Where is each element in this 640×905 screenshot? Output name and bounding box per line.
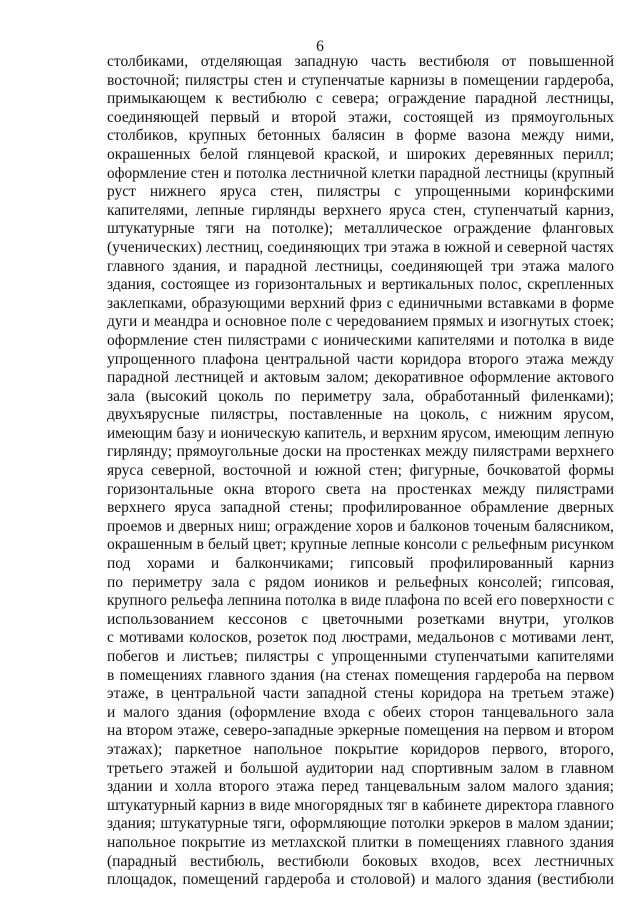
text-line: восточной; пилястры стен и ступенчатые карнизы в помещении гардероба, [107,71,614,89]
text-line: проемов и дверных ниш; ограждение хоров и балконов точеным балясником, [107,517,614,535]
text-line: парадной лестницей и актовым залом; декоративное оформление актового [107,369,614,387]
text-line: упрощенного плафона центральной части коридора второго этажа между [107,350,614,368]
text-line: руст нижнего яруса стен, пилястры с упрощенными коринфскими [107,183,614,201]
text-line: окрашенных белой глянцевой краской, и широких деревянных перилл; [107,145,614,163]
text-line: столбиками, отделяющая западную часть вестибюля от повышенной [107,53,614,70]
text-line: горизонтальные окна второго света на простенках между пилястрами [107,480,614,498]
text-line: зала (высокий цоколь по периметру зала, обработанный филенками); [107,387,614,405]
text-line: двухъярусные пилястры, поставленные на цоколь, с нижним ярусом, [107,406,614,424]
text-line: здания, состоящее из горизонтальных и вертикальных полос, скрепленных [107,276,614,294]
body-text [107,53,614,890]
text-line: штукатурный карниз в виде многорядных тяг в кабинете директора главного [107,796,614,814]
text-line: под хорами и балкончиками; гипсовый профилированный карниз [107,555,614,573]
text-line: примыкающем к вестибюлю с севера; ограждение парадной лестницы, [107,90,614,108]
text-line: использованием кессонов с цветочными розетками внутри, уголков [107,610,614,628]
text-line: на втором этаже, северо-западные эркерные помещения на первом и втором [107,722,614,740]
text-line: по периметру зала с рядом иоников и рельефных консолей; гипсовая, [107,573,614,591]
text-line: оформление стен пилястрами с ионическими капителями и потолка в виде [107,331,614,349]
text-line: и малого здания (оформление входа с обеих сторон танцевального зала [107,703,614,721]
text-line: окрашенным в белый цвет; крупные лепные консоли с рельефным рисунком [107,536,614,554]
text-line: площадок, помещений гардероба и столовой) и малого здания (вестибюли [107,871,614,889]
text-line: столбиков, крупных бетонных балясин в форме вазона между ними, [107,127,614,145]
text-line: штукатурные тяги на потолке); металлическое ограждение фланговых [107,220,614,238]
text-line: дуги и меандра и основное поле с чередованием прямых и изогнутых стоек; [107,313,614,331]
text-line: оформление стен и потолка лестничной клетки парадной лестницы (крупный [107,164,614,182]
text-line: имеющим базу и ионическую капитель, и верхним ярусом, имеющим лепную [107,424,614,442]
text-line: здания; штукатурные тяги, оформляющие потолки эркеров в малом здании; [107,815,614,833]
text-line: этаже, в центральной части западной стены коридора на третьем этаже) [107,685,614,703]
text-line: крупного рельефа лепнина потолка в виде плафона по всей его поверхности с [107,592,614,610]
text-line: побегов и листьев; пилястры с упрощенными ступенчатыми капителями [107,648,614,665]
text-line: верхнего яруса западной стены; профилированное обрамление дверных [107,499,614,517]
page-number: 6 [316,38,324,55]
text-line: третьего этажей и большой аудитории над спортивным залом в главном [107,759,614,777]
text-line: (парадный вестибюль, вестибюли боковых входов, всех лестничных [107,852,614,870]
text-line: здании и холла второго этажа перед танцевальным залом малого здания; [107,778,614,796]
text-line: в помещениях главного здания (на стенах помещения гардероба на первом [107,666,614,684]
text-line: яруса северной, восточной и южной стен; фигурные, бочковатой формы [107,462,614,480]
text-line: заклепками, образующими верхний фриз с единичными вставками в форме [107,294,614,312]
text-line: капителями, лепные гирлянды верхнего яруса стен, ступенчатый карниз, [107,201,614,219]
text-line: (ученических) лестниц, соединяющих три этажа в южной и северной частях [107,238,614,256]
text-line: с мотивами колосков, розеток под люстрами, медальонов с мотивами лент, [107,629,614,647]
text-line: соединяющей первый и второй этажи, состоящей из прямоугольных [107,108,614,126]
text-line: гирлянду; прямоугольные доски на простенках между пилястрами верхнего [107,443,614,461]
text-line: напольное покрытие из метлахской плитки в помещениях главного здания [107,833,614,851]
text-line: главного здания, и парадной лестницы, соединяющей три этажа малого [107,257,614,275]
text-line: этажах); паркетное напольное покрытие коридоров первого, второго, [107,740,614,758]
